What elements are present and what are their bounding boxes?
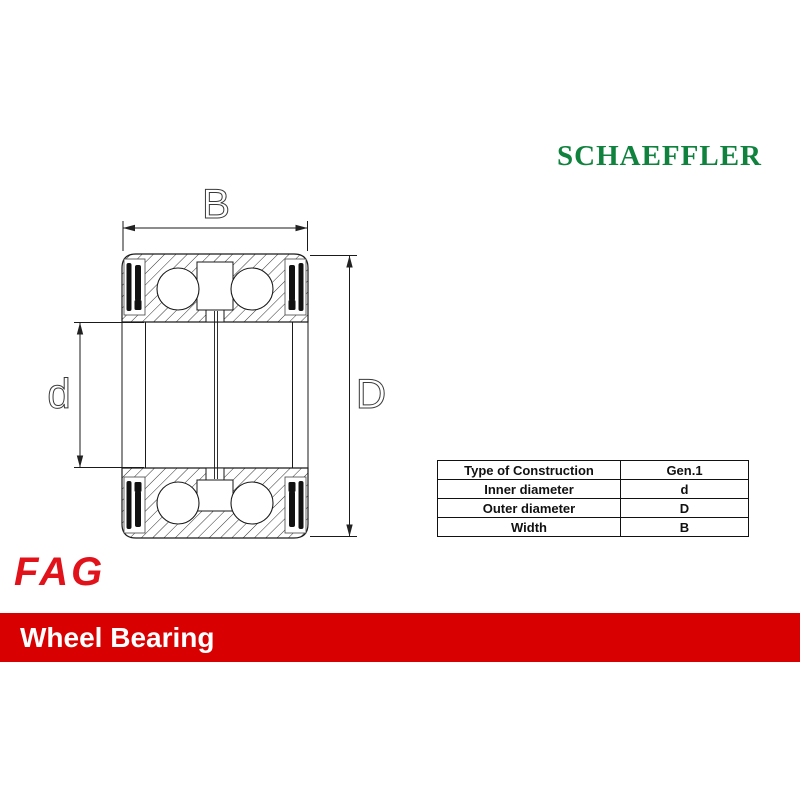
table-row: [438, 518, 749, 537]
spec-label: Width: [438, 518, 621, 537]
seal-top-left: [124, 259, 145, 315]
spec-table: [437, 460, 749, 537]
ball-top-right: [231, 268, 273, 310]
table-row: [438, 461, 749, 480]
bearing-inner-ring: [122, 311, 308, 479]
ball-bottom-left: [157, 482, 199, 524]
dim-label-d: d: [47, 370, 71, 417]
product-title-banner: [0, 613, 800, 662]
seal-top-right: [285, 259, 306, 315]
spec-label: Inner diameter: [438, 480, 621, 499]
spec-value: d: [621, 480, 749, 499]
schaeffler-logo: SCHAEFFLER: [557, 140, 762, 172]
ball-bottom-right: [231, 482, 273, 524]
center-notch-bottom: [206, 468, 224, 480]
spec-label: Type of Construction: [438, 461, 621, 480]
ball-top-left: [157, 268, 199, 310]
bearing-technical-drawing: [40, 180, 390, 550]
dimension-inner-d: [74, 323, 144, 468]
dim-label-B: B: [201, 180, 231, 227]
bearing-top-ring: [122, 254, 308, 322]
table-row: [438, 499, 749, 518]
spec-value: Gen.1: [621, 461, 749, 480]
table-row: [438, 480, 749, 499]
seal-bottom-right: [285, 477, 306, 533]
product-title: Wheel Bearing: [20, 621, 215, 653]
seal-bottom-left: [124, 477, 145, 533]
dim-label-D: D: [355, 370, 387, 417]
inner-ring-flange-bottom: [197, 480, 233, 511]
fag-logo: FAG: [14, 550, 106, 594]
center-notch-top: [206, 310, 224, 322]
spec-label: Outer diameter: [438, 499, 621, 518]
bearing-bottom-ring: [122, 468, 308, 538]
spec-value: D: [621, 499, 749, 518]
spec-value: B: [621, 518, 749, 537]
inner-ring-flange-top: [197, 262, 233, 310]
dimension-outer-D: [310, 256, 357, 537]
